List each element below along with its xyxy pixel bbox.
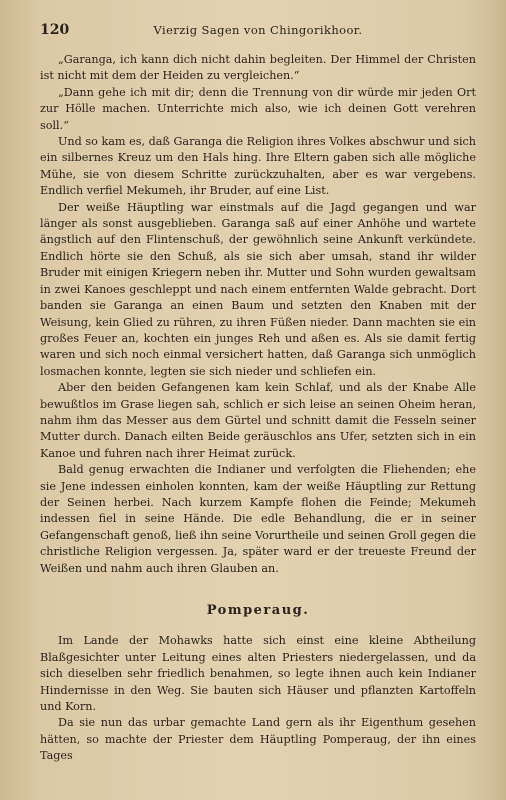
paragraph: Da sie nun das urbar gemachte Land gern als ihr Eigenthum gesehen hätten, so machte der Priester dem Häuptling Pomperaug, der ihn eines Tages [40, 716, 476, 763]
page-number: 120 [40, 22, 70, 38]
paragraph: „Dann gehe ich mit dir; denn die Trennung von dir würde mir jeden Ort zur Hölle machen. Unterrichte mich also, wie ich deinen Gott verehren soll.“ [40, 85, 476, 132]
paragraph: Im Lande der Mohawks hatte sich einst eine kleine Abtheilung Blaßgesichter unter Leitung eines alten Priesters niedergelassen, und da sich dieselben sehr friedlich benahmen, so legte ihnen auch kein Indianer Hindernisse in den Weg. Sie bauten sich Häuser und pflanzten Kartoffeln und Korn. [40, 634, 476, 714]
section-title: Pomperaug. [206, 603, 310, 618]
page-header [40, 22, 476, 44]
paragraph: Der weiße Häuptling war einstmals auf die Jagd gegangen und war länger als sonst ausgeblieben. Garanga saß auf einer Anhöhe und wartete ängstlich auf den Flintenschuß, der gewöhnlich seine Ankunft verkündete. Endlich hörte sie den Schuß, als sie sich aber umsah, stand ihr wilder Bruder mit einigen Kriegern neben ihr. Mutter und Sohn wurden gewaltsam in zwei Kanoes geschleppt und nach einem entfernten Walde gebracht. Dort banden sie Garanga an einen Baum und setzten den Knaben mit der Weisung, kein Glied zu rühren, zu ihren Füßen nieder. Dann machten sie ein großes Feuer an, kochten ein junges Reh und aßen es. Als sie damit fertig waren und sich noch einmal versichert hatten, daß Garanga sich unmöglich losmachen konnte, legten sie sich nieder und schliefen ein. [40, 200, 476, 378]
paragraph: Aber den beiden Gefangenen kam kein Schlaf, und als der Knabe Alle bewußtlos im Grase liegen sah, schlich er sich leise an seinen Oheim heran, nahm ihm das Messer aus dem Gürtel und schnitt damit die Fesseln seiner Mutter durch. Danach eilten Beide geräuschlos ans Ufer, setzten sich in ein Kanoe und fuhren nach ihrer Heimat zurück. [40, 381, 476, 460]
paragraph: Bald genug erwachten die Indianer und verfolgten die Fliehenden; ehe sie Jene indessen einholen konnten, kam der weiße Häuptling zur Rettung der Seinen herbei. Nach kurzem Kampfe flohen die Feinde; Mekumeh indessen fiel in seine Hände. Die edle Behandlung, die er in seiner Gefangenschaft genoß, ließ ihn seine Vorurtheile und seinen Groll gegen die christliche Religion vergessen. Ja, später ward er der treueste Freund der Weißen und nahm auch ihren Glauben an. [40, 463, 476, 575]
running-title: Vierzig Sagen von Chingorikhoor. [153, 23, 363, 37]
paragraph: „Garanga, ich kann dich nicht dahin begleiten. Der Himmel der Christen ist nicht mit dem der Heiden zu vergleichen.“ [40, 53, 476, 83]
paragraph: Und so kam es, daß Garanga die Religion ihres Volkes abschwur und sich ein silbernes Kreuz um den Hals hing. Ihre Eltern gaben sich alle mögliche Mühe, sie von diesem Schritte zurückzuhalten, aber es war vergebens. Endlich verfiel Mekumeh, ihr Bruder, auf eine List. [40, 135, 476, 198]
main-text [40, 52, 476, 765]
